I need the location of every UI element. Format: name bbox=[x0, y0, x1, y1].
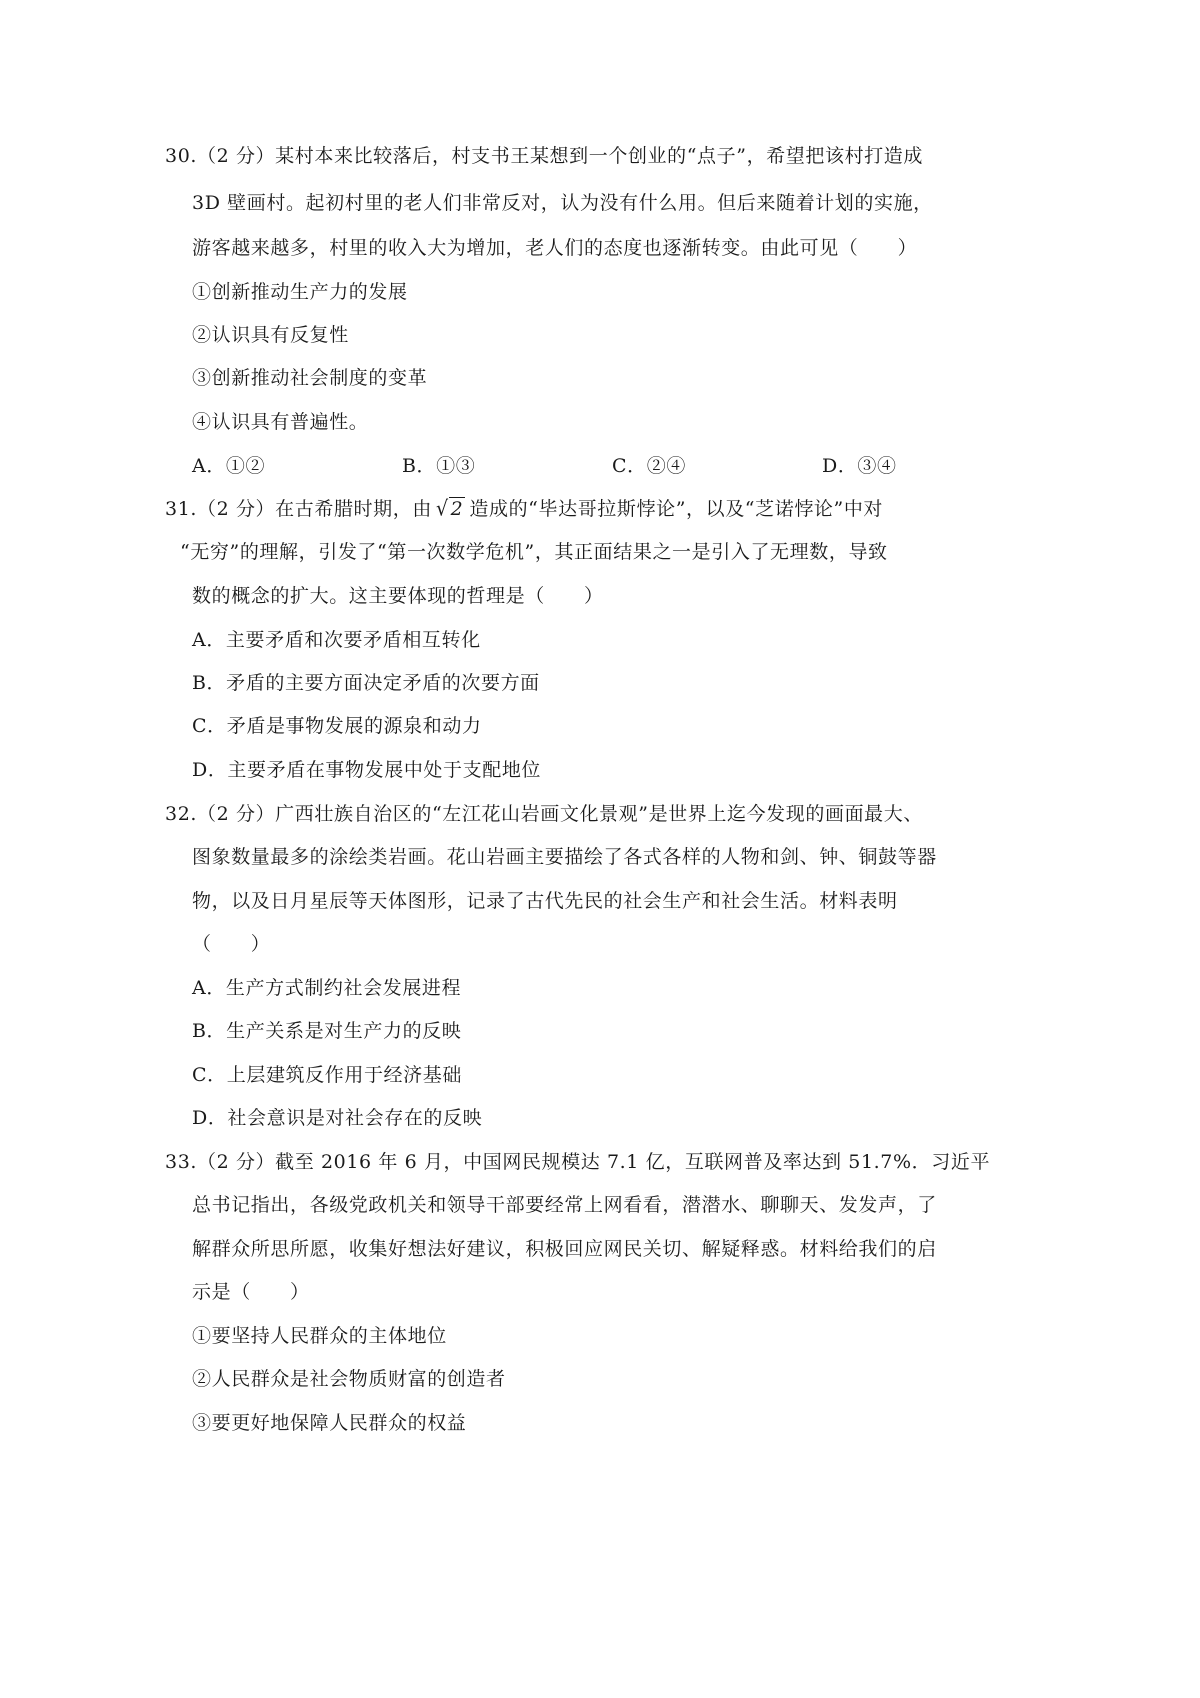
q33-stem-line3: 解群众所思所愿，收集好想法好建议，积极回应网民关切、解疑释惑。材料给我们的启 bbox=[192, 1238, 937, 1260]
q32-choice-a[interactable]: A．生产方式制约社会发展进程 bbox=[192, 977, 462, 999]
q33-stem-line4: 示是（ ） bbox=[192, 1281, 310, 1303]
q32-choice-d[interactable]: D．社会意识是对社会存在的反映 bbox=[192, 1107, 483, 1129]
q30-statement-4: ④认识具有普遍性。 bbox=[192, 411, 369, 433]
q33-stem-line1: 33.（2 分）截至 2016 年 6 月，中国网民规模达 7.1 亿，互联网普及率达到 51.7%．习近平 bbox=[165, 1151, 991, 1173]
q30-choice-d[interactable]: D．③④ bbox=[822, 455, 897, 477]
q30-choices bbox=[192, 452, 897, 480]
q33-statement-3: ③要更好地保障人民群众的权益 bbox=[192, 1412, 467, 1434]
q31-choice-a[interactable]: A．主要矛盾和次要矛盾相互转化 bbox=[192, 629, 481, 651]
q32-choice-b[interactable]: B．生产关系是对生产力的反映 bbox=[192, 1020, 462, 1042]
q31-choice-d[interactable]: D．主要矛盾在事物发展中处于支配地位 bbox=[192, 759, 542, 781]
q31-stem-line3: 数的概念的扩大。这主要体现的哲理是（ ） bbox=[192, 585, 604, 607]
q30-statement-3: ③创新推动社会制度的变革 bbox=[192, 367, 428, 389]
q30-stem-line3: 游客越来越多，村里的收入大为增加，老人们的态度也逐渐转变。由此可见（ ） bbox=[192, 237, 918, 259]
q30-statement-2: ②认识具有反复性 bbox=[192, 324, 349, 346]
q31-choice-c[interactable]: C．矛盾是事物发展的源泉和动力 bbox=[192, 715, 482, 737]
q31-stem-prefix: 31.（2 分）在古希腊时期，由 bbox=[165, 498, 432, 520]
q30-stem-line1: 30.（2 分）某村本来比较落后，村支书王某想到一个创业的“点子”，希望把该村打造成 bbox=[165, 145, 923, 167]
q32-stem-line2: 图象数量最多的涂绘类岩画。花山岩画主要描绘了各式各样的人物和剑、钟、铜鼓等器 bbox=[192, 846, 937, 868]
q32-stem-line1: 32.（2 分）广西壮族自治区的“左江花山岩画文化景观”是世界上迄今发现的画面最大、 bbox=[165, 803, 923, 825]
q30-statement-1: ①创新推动生产力的发展 bbox=[192, 281, 408, 303]
q30-choice-a[interactable]: A．①② bbox=[192, 455, 266, 477]
q33-statement-1: ①要坚持人民群众的主体地位 bbox=[192, 1325, 447, 1347]
q32-choice-c[interactable]: C．上层建筑反作用于经济基础 bbox=[192, 1064, 462, 1086]
q32-stem-line3: 物，以及日月星辰等天体图形，记录了古代先民的社会生产和社会生活。材料表明 bbox=[192, 890, 898, 912]
radicand: 2 bbox=[450, 498, 464, 520]
q32-stem-line4: （ ） bbox=[192, 933, 271, 955]
radical-sign: √ bbox=[435, 496, 449, 522]
q33-stem-line2: 总书记指出，各级党政机关和领导干部要经常上网看看，潜潜水、聊聊天、发发声，了 bbox=[192, 1194, 937, 1216]
q31-choice-b[interactable]: B．矛盾的主要方面决定矛盾的次要方面 bbox=[192, 672, 540, 694]
q31-stem-line1 bbox=[165, 495, 883, 523]
q30-choice-b[interactable]: B．①③ bbox=[402, 455, 476, 477]
q33-statement-2: ②人民群众是社会物质财富的创造者 bbox=[192, 1368, 506, 1390]
q30-choice-c[interactable]: C．②④ bbox=[612, 455, 686, 477]
q30-stem-line2: 3D 壁画村。起初村里的老人们非常反对，认为没有什么用。但后来随着计划的实施， bbox=[192, 192, 933, 214]
q31-stem-line2: “无穷”的理解，引发了“第一次数学危机”，其正面结果之一是引入了无理数，导致 bbox=[180, 541, 888, 563]
sqrt-2-formula bbox=[436, 495, 465, 523]
q31-stem-suffix: 造成的“毕达哥拉斯悖论”，以及“芝诺悖论”中对 bbox=[469, 498, 884, 520]
